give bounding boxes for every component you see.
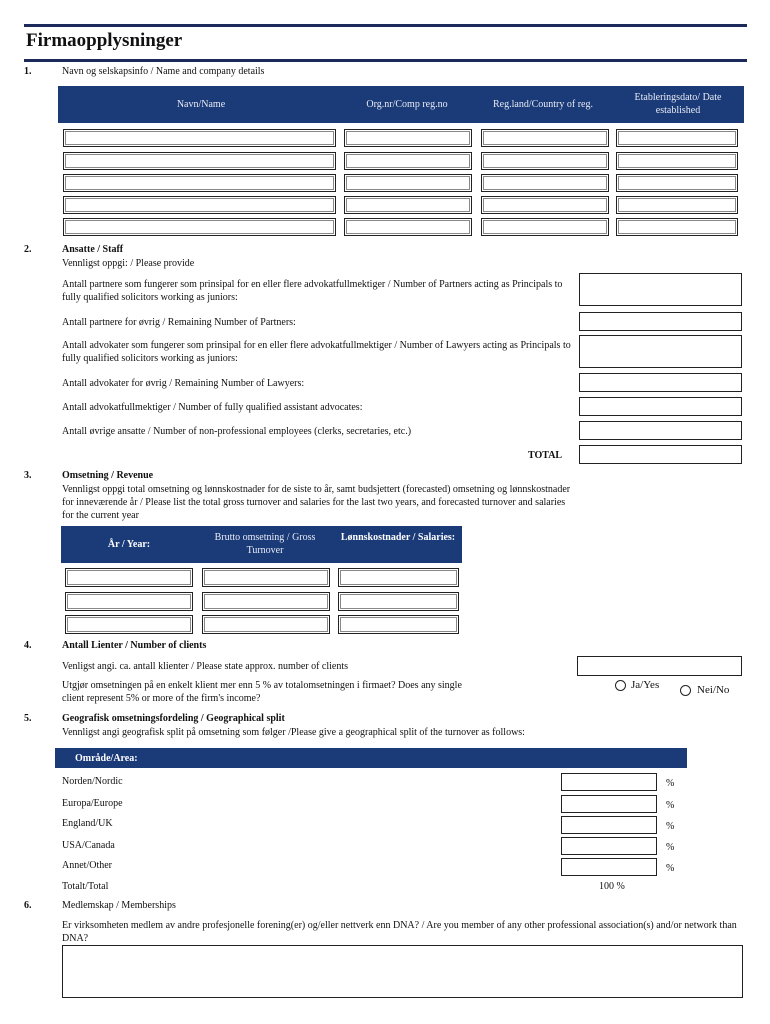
staff-assistant-advocates-field[interactable] [579, 397, 742, 416]
established-field-3[interactable] [616, 174, 738, 192]
region-usa-field[interactable] [561, 837, 657, 855]
staff-remaining-lawyers-field[interactable] [579, 373, 742, 392]
established-field-5[interactable] [616, 218, 738, 236]
salaries-field-1[interactable] [338, 568, 459, 587]
revenue-table-header [61, 526, 462, 563]
percent-sign: % [666, 821, 675, 832]
section-2-sub: Vennligst oppgi: / Please provide [62, 258, 195, 269]
staff-row-label: Antall partnere for øvrig / Remaining Number of Partners: [62, 317, 296, 328]
staff-row-label: Antall advokater som fungerer som prinsipal for en eller flere advokatfullmektiger / Number of Lawyers acting as Principals to fully qualified solicitors working as juniors: [62, 340, 571, 364]
section-6-desc: Er virksomheten medlem av andre profesjonelle forening(er) og/eller nettverk enn DNA? / Are you member of any other professional association(s) and/or network than DNA? [62, 920, 737, 944]
percent-sign: % [666, 842, 675, 853]
country-field-4[interactable] [481, 196, 609, 214]
single-client-question: Utgjør omsetningen på en enkelt klient mer enn 5 % av totalomsetningen i firmaet? Does any single client represent 5% or more of the firm's income? [62, 680, 462, 704]
section-5-number: 5. [24, 713, 32, 724]
company-name-field-2[interactable] [63, 152, 336, 170]
org-nr-field-4[interactable] [344, 196, 472, 214]
no-label: Nei/No [697, 684, 730, 696]
year-field-1[interactable] [65, 568, 193, 587]
col-country: Reg.land/Country of reg. [493, 99, 593, 110]
percent-sign: % [666, 778, 675, 789]
yes-radio[interactable] [615, 680, 626, 691]
staff-non-professional-field[interactable] [579, 421, 742, 440]
company-table-header [58, 86, 744, 123]
col-year: År / Year: [107, 539, 151, 550]
region-total-label: Totalt/Total [62, 881, 109, 892]
top-rule [24, 24, 747, 27]
country-field-3[interactable] [481, 174, 609, 192]
section-6-heading: Medlemskap / Memberships [62, 900, 176, 911]
title-rule [24, 59, 747, 62]
company-name-field-5[interactable] [63, 218, 336, 236]
region-uk-field[interactable] [561, 816, 657, 834]
turnover-field-2[interactable] [202, 592, 330, 611]
section-3-desc: Vennligst oppgi total omsetning og lønnskostnader for de siste to år, samt budsjettert (forecasted) omsetning og lønnskostnader for inneværende år / Please list the total gross turnover and salaries for the last two years, and forecasted turnover and salaries for the current year [62, 484, 571, 521]
region-other-field[interactable] [561, 858, 657, 876]
memberships-textarea[interactable] [62, 945, 743, 998]
yes-label: Ja/Yes [631, 679, 660, 691]
page-title: Firmaopplysninger [26, 30, 183, 51]
region-label: England/UK [62, 818, 113, 829]
section-4-number: 4. [24, 640, 32, 651]
region-label: Europa/Europe [62, 798, 123, 809]
region-europe-field[interactable] [561, 795, 657, 813]
staff-lawyers-principal-field[interactable] [579, 335, 742, 368]
country-field-1[interactable] [481, 129, 609, 147]
turnover-field-1[interactable] [202, 568, 330, 587]
staff-row-label: Antall partnere som fungerer som prinsipal for en eller flere advokatfullmektiger / Number of Partners acting as Principals to fully qualified solicitors working as juniors: [62, 279, 563, 303]
col-org-nr: Org.nr/Comp reg.no [366, 99, 448, 110]
org-nr-field-3[interactable] [344, 174, 472, 192]
section-1-heading: Navn og selskapsinfo / Name and company details [62, 66, 265, 77]
staff-partners-principal-field[interactable] [579, 273, 742, 306]
col-salaries: Lønnskostnader / Salaries: [340, 532, 456, 543]
col-established: Etableringsdato/ Date established [634, 92, 722, 116]
region-label: Annet/Other [62, 860, 112, 871]
section-4-heading: Antall Lienter / Number of clients [62, 640, 207, 651]
col-gross-turnover: Brutto omsetning / Gross Turnover [214, 532, 316, 556]
section-2-number: 2. [24, 244, 32, 255]
region-nordic-field[interactable] [561, 773, 657, 791]
section-3-heading: Omsetning / Revenue [62, 470, 154, 481]
clients-question: Venligst angi. ca. antall klienter / Please state approx. number of clients [62, 661, 349, 672]
no-radio[interactable] [680, 685, 691, 696]
region-label: Norden/Nordic [62, 776, 123, 787]
staff-total-field[interactable] [579, 445, 742, 464]
established-field-2[interactable] [616, 152, 738, 170]
turnover-field-3[interactable] [202, 615, 330, 634]
company-name-field-1[interactable] [63, 129, 336, 147]
staff-row-label: Antall øvrige ansatte / Number of non-professional employees (clerks, secretaries, etc.) [62, 426, 412, 437]
staff-total-label: TOTAL [528, 450, 563, 461]
staff-remaining-partners-field[interactable] [579, 312, 742, 331]
salaries-field-3[interactable] [338, 615, 459, 634]
org-nr-field-1[interactable] [344, 129, 472, 147]
section-3-number: 3. [24, 470, 32, 481]
org-nr-field-2[interactable] [344, 152, 472, 170]
year-field-3[interactable] [65, 615, 193, 634]
percent-sign: % [666, 863, 675, 874]
percent-sign: % [666, 800, 675, 811]
staff-row-label: Antall advokater for øvrig / Remaining Number of Lawyers: [62, 378, 305, 389]
region-total-value: 100 % [599, 881, 625, 892]
country-field-5[interactable] [481, 218, 609, 236]
staff-row-label: Antall advokatfullmektiger / Number of fully qualified assistant advocates: [62, 402, 363, 413]
area-header [55, 748, 687, 768]
section-5-desc: Vennligst angi geografisk split på omsetning som følger /Please give a geographical split of the turnover as follows: [62, 727, 525, 738]
section-1-number: 1. [24, 66, 32, 77]
section-2-heading: Ansatte / Staff [62, 244, 124, 255]
section-5-heading: Geografisk omsetningsfordeling / Geographical split [62, 713, 285, 724]
clients-count-field[interactable] [577, 656, 742, 676]
established-field-4[interactable] [616, 196, 738, 214]
salaries-field-2[interactable] [338, 592, 459, 611]
company-name-field-3[interactable] [63, 174, 336, 192]
area-label: Område/Area: [75, 753, 138, 764]
country-field-2[interactable] [481, 152, 609, 170]
region-label: USA/Canada [62, 840, 115, 851]
section-6-number: 6. [24, 900, 32, 911]
company-name-field-4[interactable] [63, 196, 336, 214]
col-name: Navn/Name [176, 99, 226, 110]
org-nr-field-5[interactable] [344, 218, 472, 236]
established-field-1[interactable] [616, 129, 738, 147]
year-field-2[interactable] [65, 592, 193, 611]
